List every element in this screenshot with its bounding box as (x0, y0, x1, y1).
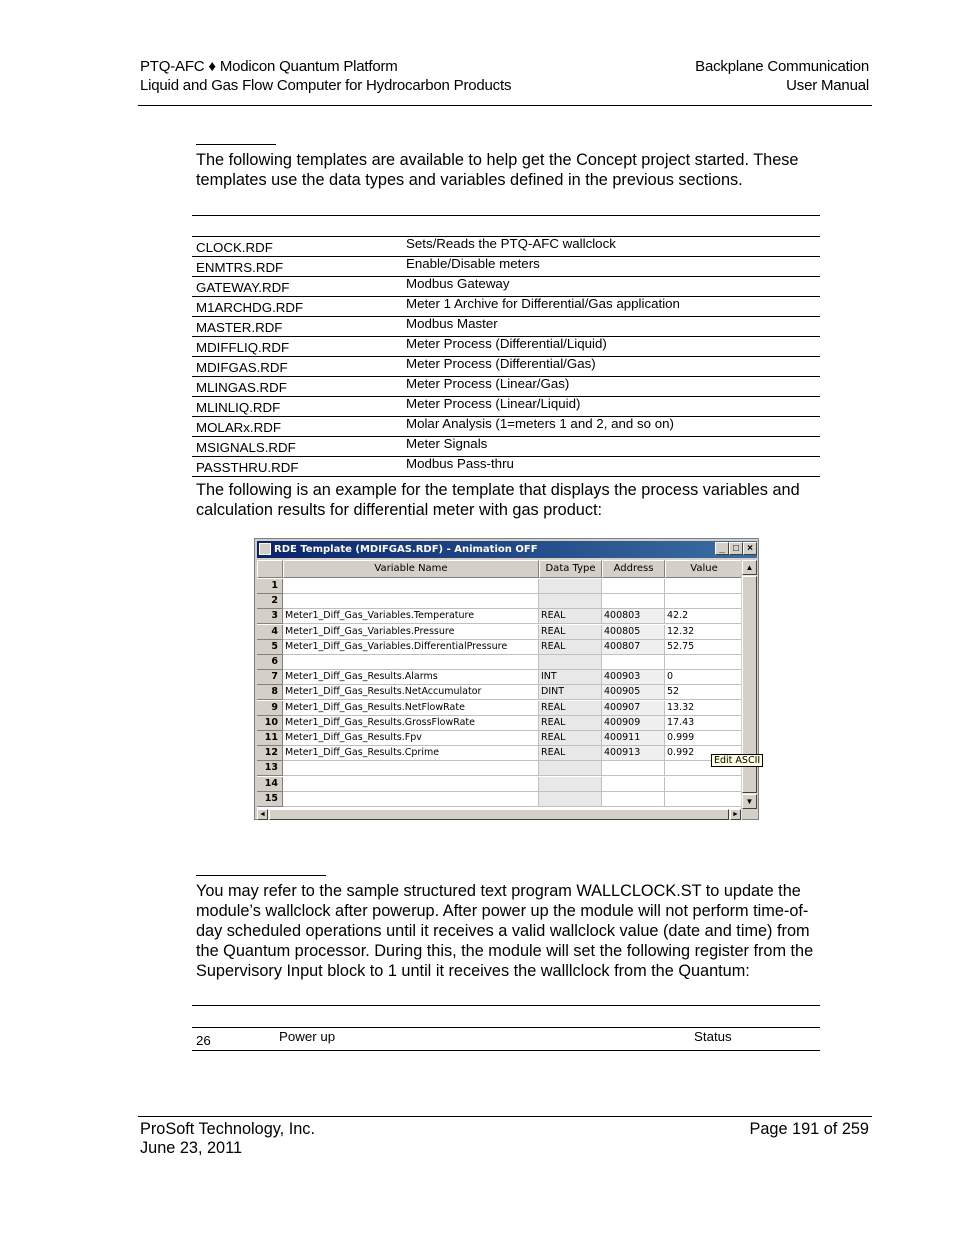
row-number: 6 (257, 655, 283, 670)
row-number: 2 (257, 594, 283, 609)
window-titlebar[interactable] (257, 541, 757, 558)
value-cell[interactable]: 0.992 (665, 746, 741, 761)
address-cell[interactable]: 400907 (602, 701, 665, 716)
column-header-data-type[interactable]: Data Type (539, 560, 602, 578)
template-description: Meter Process (Differential/Gas) (401, 357, 820, 377)
example-paragraph: The following is an example for the template that displays the process variables and calculation results for differential meter with gas product: (196, 481, 800, 519)
grid-row[interactable] (257, 731, 741, 746)
heading-rule (196, 144, 276, 145)
heading-rule-2 (196, 875, 326, 876)
address-cell[interactable]: 400805 (602, 625, 665, 640)
value-cell[interactable] (665, 655, 741, 670)
status-table-header-rule (192, 1027, 820, 1028)
intro-paragraph: The following templates are available to help get the Concept project started. These templates use the data types and variables defined in the previous sections. (196, 151, 799, 189)
template-file-name: MOLARx.RDF (192, 417, 401, 437)
data-type-cell[interactable]: DINT (539, 685, 602, 700)
value-cell[interactable] (665, 792, 741, 807)
row-number: 10 (257, 716, 283, 731)
data-type-cell[interactable]: REAL (539, 640, 602, 655)
template-description: Meter Process (Linear/Liquid) (401, 397, 820, 417)
footer-page-number: Page 191 of 259 (749, 1120, 869, 1138)
data-type-cell[interactable] (539, 594, 602, 609)
row-number: 11 (257, 731, 283, 746)
address-cell[interactable] (602, 761, 665, 776)
address-cell[interactable]: 400807 (602, 640, 665, 655)
row-number: 7 (257, 670, 283, 685)
footer-date: June 23, 2011 (140, 1139, 242, 1157)
page-header-left (140, 57, 511, 95)
address-cell[interactable] (602, 594, 665, 609)
template-description: Enable/Disable meters (401, 257, 820, 277)
row-number: 13 (257, 761, 283, 776)
maximize-button[interactable]: □ (729, 542, 743, 555)
template-file-name: MDIFGAS.RDF (192, 357, 401, 377)
value-cell[interactable]: 0 (665, 670, 741, 685)
data-type-cell[interactable]: REAL (539, 609, 602, 624)
template-description: Modbus Master (401, 317, 820, 337)
address-cell[interactable] (602, 579, 665, 594)
value-cell[interactable]: 42.2 (665, 609, 741, 624)
status-type: Status (694, 1029, 732, 1044)
status-register: 26 (196, 1033, 211, 1048)
value-cell[interactable] (665, 777, 741, 792)
scroll-up-button[interactable]: ▲ (742, 560, 757, 575)
template-description: Meter Process (Linear/Gas) (401, 377, 820, 397)
address-cell[interactable] (602, 777, 665, 792)
data-type-cell[interactable] (539, 655, 602, 670)
edit-ascii-tooltip: Edit ASCII (711, 754, 763, 767)
column-header-address[interactable]: Address (602, 560, 665, 578)
horizontal-scrollbar[interactable] (257, 809, 742, 820)
template-description: Meter 1 Archive for Differential/Gas application (401, 297, 820, 317)
grid-row[interactable] (257, 685, 741, 700)
minimize-button[interactable]: _ (715, 542, 729, 555)
scroll-right-button[interactable]: ► (730, 809, 741, 820)
row-number: 12 (257, 746, 283, 761)
variable-name-cell[interactable] (283, 777, 539, 792)
template-file-name: PASSTHRU.RDF (192, 457, 401, 477)
template-row (192, 397, 820, 417)
variable-name-cell[interactable] (283, 594, 539, 609)
data-type-cell[interactable]: REAL (539, 731, 602, 746)
address-cell[interactable]: 400913 (602, 746, 665, 761)
variable-name-cell[interactable] (283, 792, 539, 807)
template-row (192, 237, 820, 257)
grid-row[interactable] (257, 701, 741, 716)
grid-row[interactable] (257, 777, 741, 792)
grid-row[interactable] (257, 640, 741, 655)
row-number: 14 (257, 777, 283, 792)
template-row (192, 257, 820, 277)
template-grid (257, 560, 741, 809)
variable-name-cell[interactable]: Meter1_Diff_Gas_Results.NetAccumulator (283, 685, 539, 700)
data-type-cell[interactable]: REAL (539, 746, 602, 761)
template-row (192, 277, 820, 297)
column-header-value[interactable]: Value (665, 560, 741, 578)
row-number-header (257, 560, 283, 578)
grid-row[interactable] (257, 746, 741, 761)
template-file-name: MASTER.RDF (192, 317, 401, 337)
template-file-name: MSIGNALS.RDF (192, 437, 401, 457)
address-cell[interactable] (602, 792, 665, 807)
value-cell[interactable] (665, 579, 741, 594)
row-number: 4 (257, 625, 283, 640)
header-manual-title: User Manual (786, 77, 869, 94)
page-header-right (695, 57, 869, 95)
grid-row[interactable] (257, 655, 741, 670)
template-file-name: GATEWAY.RDF (192, 277, 401, 297)
header-divider (138, 105, 872, 106)
grid-row[interactable] (257, 594, 741, 609)
variable-name-cell[interactable] (283, 655, 539, 670)
template-description: Modbus Pass-thru (401, 457, 820, 477)
variable-name-cell[interactable] (283, 579, 539, 594)
template-file-name: MLINGAS.RDF (192, 377, 401, 397)
value-cell[interactable]: 0.999 (665, 731, 741, 746)
data-type-cell[interactable] (539, 579, 602, 594)
scroll-left-button[interactable]: ◄ (257, 809, 268, 820)
value-cell[interactable]: 13.32 (665, 701, 741, 716)
variable-name-cell[interactable]: Meter1_Diff_Gas_Variables.Pressure (283, 625, 539, 640)
value-cell[interactable]: 17.43 (665, 716, 741, 731)
template-description: Meter Process (Differential/Liquid) (401, 337, 820, 357)
grid-row[interactable] (257, 579, 741, 594)
footer-company: ProSoft Technology, Inc. (140, 1120, 315, 1138)
address-cell[interactable]: 400905 (602, 685, 665, 700)
header-product-title: PTQ-AFC ♦ Modicon Quantum Platform (140, 58, 398, 75)
template-row (192, 357, 820, 377)
header-section-title: Backplane Communication (695, 58, 869, 75)
grid-row[interactable] (257, 761, 741, 776)
template-file-name: ENMTRS.RDF (192, 257, 401, 277)
grid-row[interactable] (257, 792, 741, 807)
app-icon (259, 543, 271, 555)
data-type-cell[interactable] (539, 777, 602, 792)
variable-name-cell[interactable]: Meter1_Diff_Gas_Results.GrossFlowRate (283, 716, 539, 731)
variable-name-cell[interactable] (283, 761, 539, 776)
template-row (192, 417, 820, 437)
data-type-cell[interactable] (539, 792, 602, 807)
value-cell[interactable]: 12.32 (665, 625, 741, 640)
template-row (192, 437, 820, 457)
row-number: 15 (257, 792, 283, 807)
template-description: Sets/Reads the PTQ-AFC wallclock (401, 237, 820, 257)
grid-row[interactable] (257, 625, 741, 640)
template-row (192, 337, 820, 357)
status-table-top-rule (192, 1005, 820, 1006)
variable-name-cell[interactable]: Meter1_Diff_Gas_Results.NetFlowRate (283, 701, 539, 716)
grid-header (257, 560, 741, 578)
window-title: RDE Template (MDIFGAS.RDF) - Animation OFF (274, 544, 538, 555)
template-row (192, 297, 820, 317)
template-file-name: MDIFFLIQ.RDF (192, 337, 401, 357)
grid-row[interactable] (257, 716, 741, 731)
vertical-scrollbar[interactable] (742, 560, 757, 809)
row-number: 3 (257, 609, 283, 624)
data-type-cell[interactable]: INT (539, 670, 602, 685)
table-top-rule (192, 215, 820, 216)
template-row (192, 457, 820, 477)
templates-table (192, 236, 820, 477)
data-type-cell[interactable]: REAL (539, 701, 602, 716)
horizontal-scroll-thumb[interactable] (269, 809, 729, 820)
value-cell[interactable] (665, 594, 741, 609)
template-file-name: CLOCK.RDF (192, 237, 401, 257)
template-description: Molar Analysis (1=meters 1 and 2, and so on) (401, 417, 820, 437)
close-button[interactable]: × (743, 542, 757, 555)
address-cell[interactable]: 400903 (602, 670, 665, 685)
template-row (192, 377, 820, 397)
data-type-cell[interactable] (539, 761, 602, 776)
variable-name-cell[interactable]: Meter1_Diff_Gas_Variables.Temperature (283, 609, 539, 624)
column-header-variable-name[interactable]: Variable Name (283, 560, 539, 578)
address-cell[interactable]: 400909 (602, 716, 665, 731)
template-description: Modbus Gateway (401, 277, 820, 297)
template-file-name: MLINLIQ.RDF (192, 397, 401, 417)
address-cell[interactable] (602, 655, 665, 670)
scroll-down-button[interactable]: ▼ (742, 794, 757, 809)
address-cell[interactable]: 400803 (602, 609, 665, 624)
value-cell[interactable]: 52.75 (665, 640, 741, 655)
variable-name-cell[interactable]: Meter1_Diff_Gas_Results.Fpv (283, 731, 539, 746)
row-number: 5 (257, 640, 283, 655)
row-number: 9 (257, 701, 283, 716)
variable-name-cell[interactable]: Meter1_Diff_Gas_Results.Cprime (283, 746, 539, 761)
footer-divider (138, 1116, 872, 1117)
wallclock-paragraph: You may refer to the sample structured text program WALLCLOCK.ST to update the module’s wallclock after powerup. After power up the module will not perform time-of-day scheduled operations until it receives a valid wallclock value (date and time) from the Quantum processor. During this, the module will set the following register from the Supervisory Input block to 1 until it receives the walllclock from the Quantum: (196, 882, 814, 980)
template-row (192, 317, 820, 337)
header-product-subtitle: Liquid and Gas Flow Computer for Hydrocarbon Products (140, 77, 512, 94)
variable-name-cell[interactable]: Meter1_Diff_Gas_Results.Alarms (283, 670, 539, 685)
template-file-name: M1ARCHDG.RDF (192, 297, 401, 317)
value-cell[interactable]: 52 (665, 685, 741, 700)
data-type-cell[interactable]: REAL (539, 716, 602, 731)
row-number: 1 (257, 579, 283, 594)
data-type-cell[interactable]: REAL (539, 625, 602, 640)
variable-name-cell[interactable]: Meter1_Diff_Gas_Variables.DifferentialPressure (283, 640, 539, 655)
grid-row[interactable] (257, 609, 741, 624)
template-description: Meter Signals (401, 437, 820, 457)
rde-template-window (254, 538, 759, 820)
status-description: Power up (279, 1029, 336, 1044)
row-number: 8 (257, 685, 283, 700)
address-cell[interactable]: 400911 (602, 731, 665, 746)
status-table-bottom-rule (192, 1050, 820, 1051)
grid-row[interactable] (257, 670, 741, 685)
